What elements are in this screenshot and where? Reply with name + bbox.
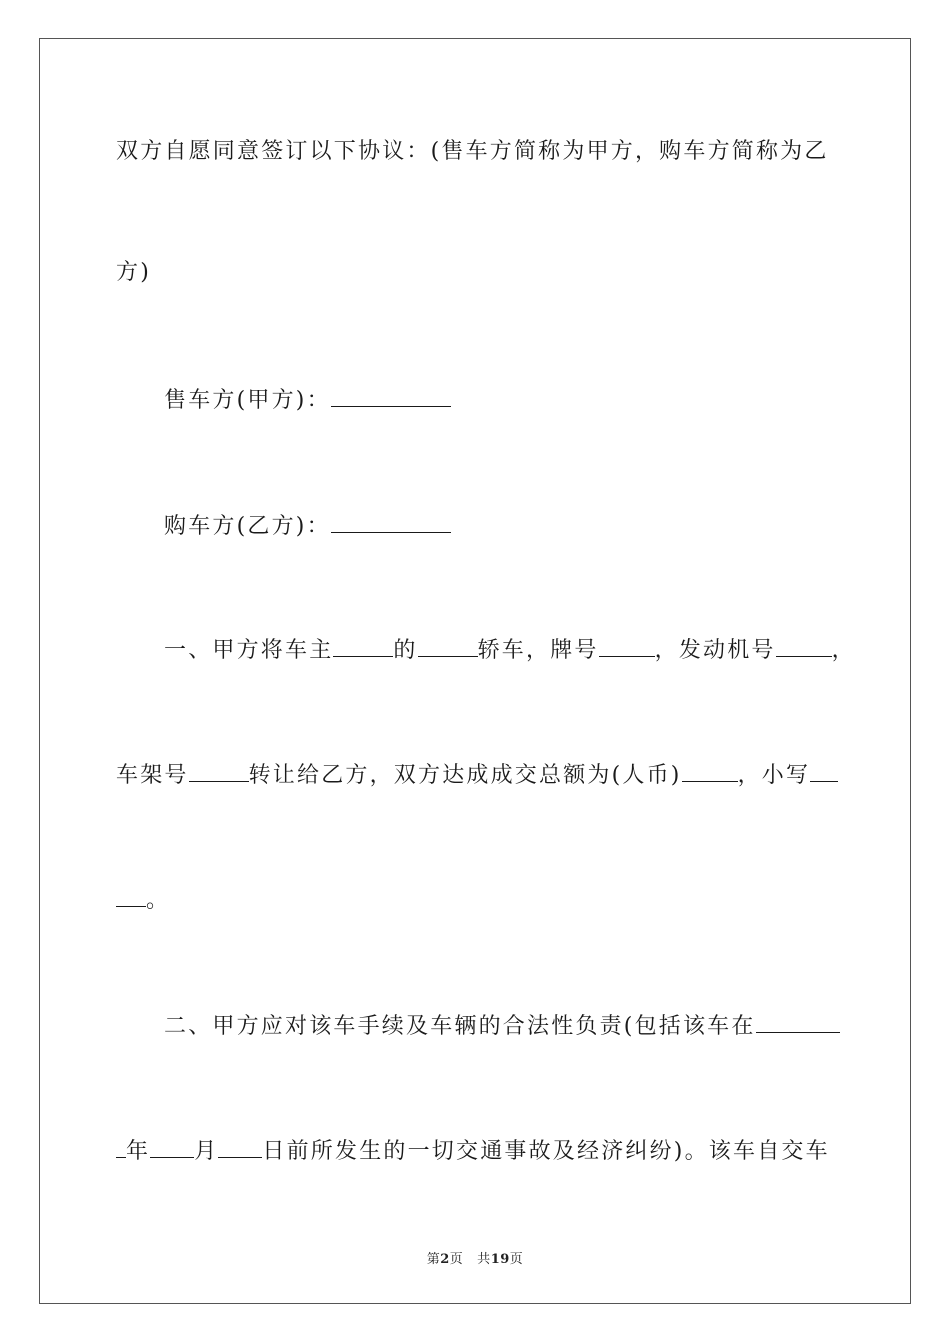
- paragraph-line-intro: [116, 137, 829, 167]
- clause-1-line-2: [116, 759, 838, 791]
- plate-number-blank[interactable]: [599, 634, 655, 657]
- page-footer: [0, 1248, 950, 1267]
- clause-1-text: 一、甲方将车主: [164, 638, 334, 663]
- month-blank[interactable]: [150, 1135, 194, 1158]
- clause-2-line-2: [116, 1135, 830, 1167]
- clause-1-text: ，小写: [737, 763, 811, 788]
- footer-total-prefix: 共: [477, 1252, 491, 1267]
- intro-text-cont: 方): [116, 260, 151, 285]
- seller-line: [164, 384, 451, 416]
- footer-page-prefix: 第: [426, 1252, 441, 1267]
- engine-number-blank[interactable]: [776, 634, 832, 657]
- intro-text: 双方自愿同意签订以下协议：(售车方简称为甲方，购车方简称为乙: [116, 139, 829, 164]
- year-blank[interactable]: [756, 1010, 840, 1033]
- car-model-blank[interactable]: [418, 634, 478, 657]
- footer-total-number: 19: [490, 1252, 510, 1267]
- page-border: [39, 38, 911, 1304]
- paragraph-line-intro-cont: [116, 258, 151, 288]
- footer-total-suffix: 页: [509, 1252, 524, 1267]
- footer-page-suffix: 页: [449, 1252, 464, 1267]
- day-blank[interactable]: [218, 1135, 262, 1158]
- frame-number-blank[interactable]: [189, 759, 249, 782]
- year-blank-cont[interactable]: [116, 1135, 126, 1158]
- clause-1-text: 的: [393, 638, 418, 663]
- clause-1-text: 。: [146, 888, 171, 913]
- clause-1-text: 轿车，牌号: [477, 638, 599, 663]
- buyer-blank[interactable]: [331, 510, 451, 533]
- clause-2-text: 日前所发生的一切交通事故及经济纠纷)。该车自交车: [262, 1139, 830, 1164]
- clause-1-text: 转让给乙方，双方达成成交总额为(人币): [248, 763, 682, 788]
- buyer-label: 购车方(乙方)：: [164, 514, 331, 539]
- clause-2-line-1: [164, 1010, 840, 1042]
- clause-1-line-3: [116, 884, 170, 916]
- amount-small-blank-cont[interactable]: [116, 884, 146, 907]
- clause-2-text: 年: [126, 1139, 151, 1164]
- buyer-line: [164, 510, 451, 542]
- clause-1-text: ，: [831, 638, 856, 663]
- clause-1-text: ，发动机号: [654, 638, 776, 663]
- amount-small-blank[interactable]: [810, 759, 838, 782]
- clause-2-text: 月: [194, 1139, 219, 1164]
- seller-blank[interactable]: [331, 384, 451, 407]
- seller-label: 售车方(甲方)：: [164, 388, 331, 413]
- clause-1-text: 车架号: [116, 763, 189, 788]
- owner-blank[interactable]: [333, 634, 393, 657]
- clause-2-text: 二、甲方应对该车手续及车辆的合法性负责(包括该车在: [164, 1014, 756, 1039]
- amount-blank[interactable]: [682, 759, 738, 782]
- clause-1-line-1: [164, 634, 856, 666]
- footer-page-number: 2: [440, 1252, 450, 1267]
